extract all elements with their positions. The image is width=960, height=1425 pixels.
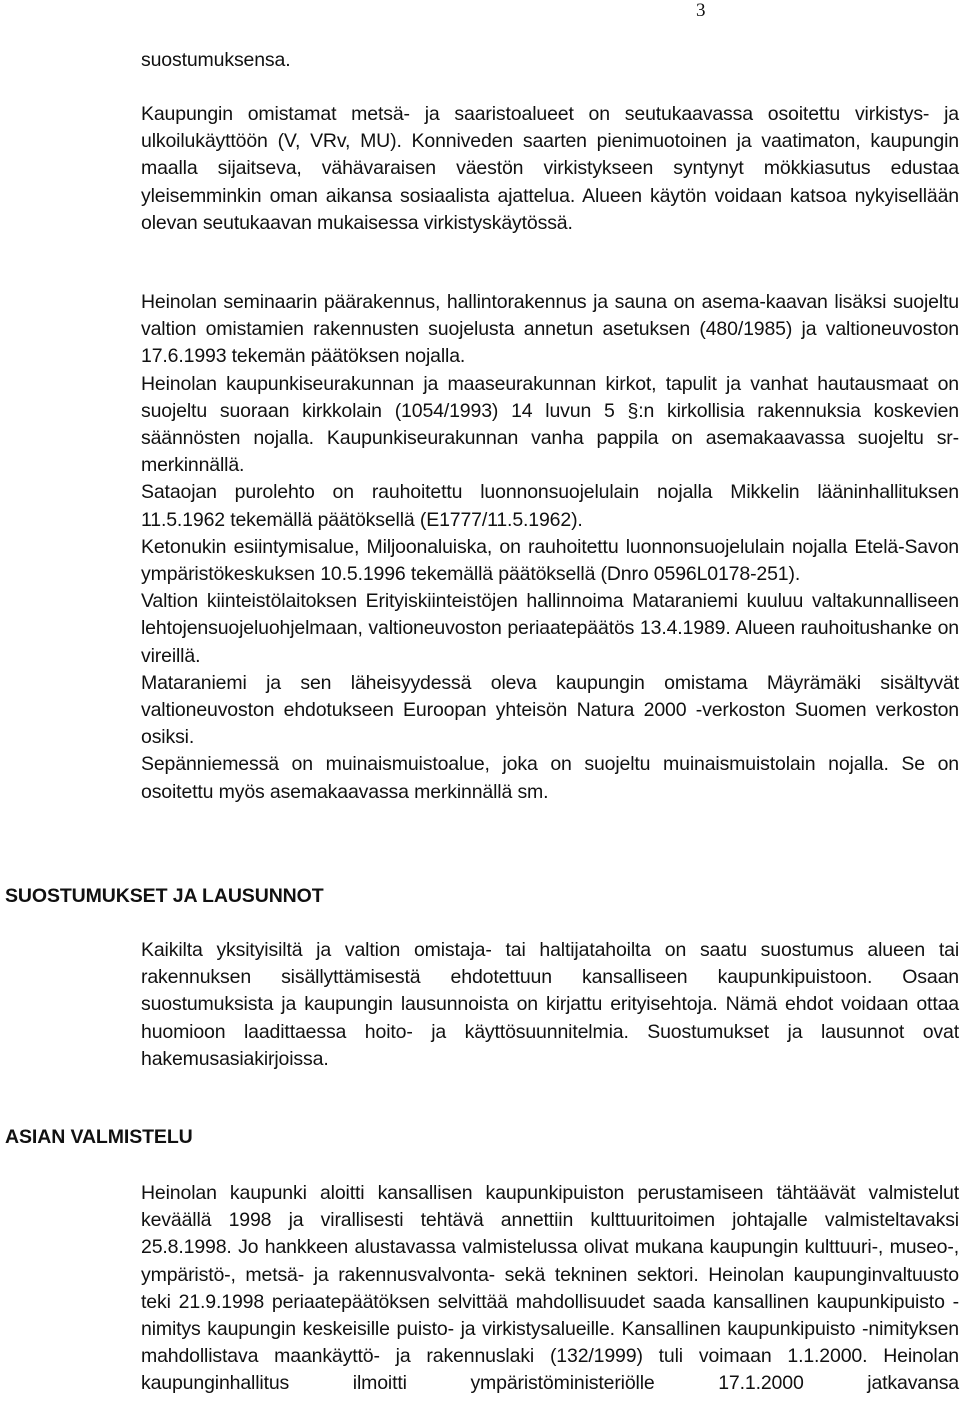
paragraph-sataoja: Sataojan purolehto on rauhoitettu luonnonsuojelulain nojalla Mikkelin lääninhallituksen 11.5.1962 tekemällä päätöksellä (E1777/11.5.1962). bbox=[141, 481, 959, 531]
paragraph-preparation: Heinolan kaupunki aloitti kansallisen kaupunkipuiston perustamiseen tähtäävät valmistelut keväällä 1998 ja virallisesti tehtävä annettiin kulttuuritoimen johtajalle valmisteltavaksi 25.8.1998. Jo hankkeen alustavassa valmistelussa olivat mukana kaupungin kulttuuri-, museo-, ympäristö-, metsä- ja rakennusvalvonta- sekä tekninen sektori. Heinolan kaupunginvaltuusto teki 21.9.1998 periaatepäätöksen selvittää mahdollisuudet saada kansallinen kaupunkipuisto -nimitys kaupungin keskeisille puisto- ja virkistysalueille. Kansallinen kaupunkipuisto -nimityksen mahdollistava maankäyttö- ja rakennuslaki (132/1999) tuli voimaan 1.1.2000. Heinolan kaupunginhallitus ilmoitti ympäristöministeriölle 17.1.2000 jatkavansa bbox=[141, 1182, 959, 1395]
paragraph-land-use: Kaupungin omistamat metsä- ja saaristoalueet on seutukaavassa osoitettu virkistys- ja ulkoilukäyttöön (V, VRv, MU). Konniveden saarten pienimuotoinen ja vaatimaton, kaupungin maalla sijaitseva, vähävaraisen väestön virkistykseen syntynyt mökkiasutus edustaa yleisemminkin oman aikansa sosiaalista ajattelua. Alueen käytön voidaan katsoa nykyisellään olevan seutukaavan mukaisessa virkistyskäytössä. bbox=[141, 103, 959, 234]
paragraph-churches: Heinolan kaupunkiseurakunnan ja maaseurakunnan kirkot, tapulit ja vanhat hautausmaat on suojeltu suoraan kirkkolain (1054/1993) 14 luvun 5 §:n kirkollisia rakennuksia koskevien säännösten nojalla. Kaupunkiseurakunnan vanha pappila on asemakaavassa suojeltu sr-merkinnällä. bbox=[141, 372, 959, 477]
heading-consents: SUOSTUMUKSET JA LAUSUNNOT bbox=[5, 885, 324, 907]
paragraph-consents: Kaikilta yksityisiltä ja valtion omistaja- tai haltijatahoilta on saatu suostumus alueen tai rakennuksen sisällyttämisestä ehdotettuun kansalliseen kaupunkipuistoon. Osaan suostumuksista ja kaupungin lausunnoista on kirjattu erityisehtoja. Nämä ehdot voidaan ottaa huomioon laadittaessa hoito- ja käyttösuunnitelmia. Suostumukset ja lausunnot ovat hakemusasiakirjoissa. bbox=[141, 939, 959, 1070]
paragraph-natura: Mataraniemi ja sen läheisyydessä oleva kaupungin omistama Mäyrämäki sisältyvät valtioneuvoston ehdotukseen Euroopan yhteisön Natura 2000 -verkoston Suomen verkoston osiksi. bbox=[141, 671, 959, 749]
page-number: 3 bbox=[696, 0, 706, 21]
paragraph-ketonukki: Ketonukin esiintymisalue, Miljoonaluiska, on rauhoitettu luonnonsuojelulain nojalla Etelä-Savon ympäristökeskuksen 10.5.1996 tekemällä päätöksellä (Dnro 0596L0178-251). bbox=[141, 535, 959, 586]
paragraph-mataraniemi-grove: Valtion kiinteistölaitoksen Erityiskiinteistöjen hallinnoima Mataraniemi kuuluu valtakunnalliseen lehtojensuojeluohjelmaan, valtioneuvoston periaatepäätös 13.4.1989. Alueen rauhoitushanke on vireillä. bbox=[141, 590, 959, 667]
preparation-block bbox=[141, 1180, 959, 1398]
consents-block bbox=[141, 937, 959, 1073]
land-use-block bbox=[141, 101, 959, 237]
paragraph-seminary: Heinolan seminaarin päärakennus, hallintorakennus ja sauna on asema-kaavan lisäksi suojeltu valtion omistamien rakennusten suojelusta annetun asetuksen (480/1985) ja valtioneuvoston 17.6.1993 tekemän päätöksen nojalla. bbox=[141, 291, 959, 368]
intro-fragment bbox=[141, 47, 959, 74]
paragraph-sepanniemi: Sepänniemessä on muinaismuistoalue, joka on suojeltu muinaismuistolain nojalla. Se on osoitettu myös asemakaavassa merkinnällä sm. bbox=[141, 753, 959, 803]
protection-block bbox=[141, 289, 959, 806]
heading-preparation: ASIAN VALMISTELU bbox=[5, 1126, 193, 1148]
paragraph-intro: suostumuksensa. bbox=[141, 49, 291, 71]
